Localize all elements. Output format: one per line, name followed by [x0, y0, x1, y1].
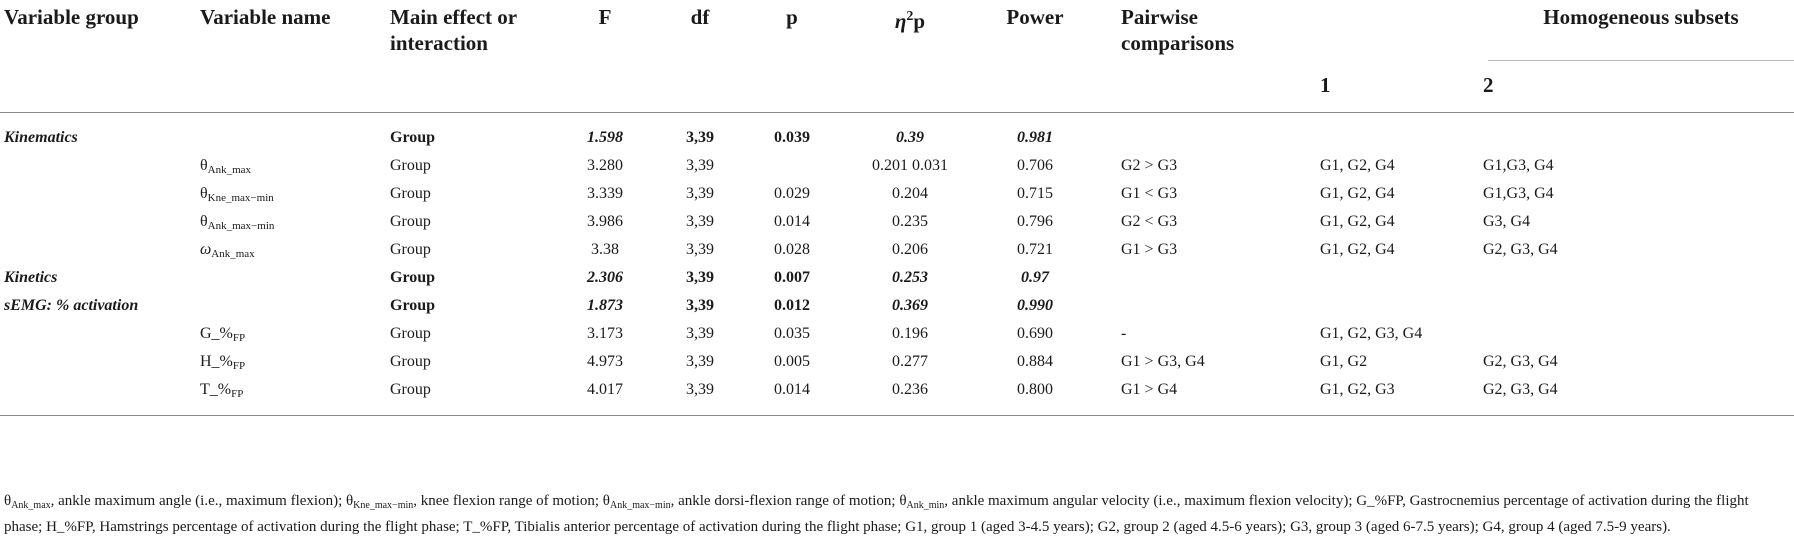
cell-p: 0.014 — [774, 213, 810, 230]
variable-group: sEMG: % activation — [4, 297, 139, 314]
variable-symbol: H_% — [200, 353, 233, 370]
footnote-subscript: Ank_max — [11, 500, 51, 511]
cell-df: 3,39 — [686, 381, 714, 398]
cell-power: 0.721 — [1017, 241, 1053, 258]
footnote-text: , ankle maximum angle (i.e., maximum flexion); — [50, 493, 346, 509]
footnote-symbol: θ — [4, 493, 12, 509]
variable-name — [200, 324, 245, 348]
cell-pairwise: G1 > G3 — [1121, 241, 1178, 258]
cell-df: 3,39 — [686, 269, 714, 286]
subset-rule — [1488, 60, 1794, 61]
cell-s2: G1,G3, G4 — [1483, 157, 1554, 174]
main-effect: Group — [390, 213, 431, 230]
footnote-text: , knee flexion range of motion; — [413, 493, 603, 509]
cell-pairwise: G1 > G4 — [1121, 381, 1178, 398]
header-bottom-rule — [0, 112, 1794, 113]
cell-s1: G1, G2 — [1320, 353, 1368, 370]
cell-p: 0.012 — [774, 297, 810, 314]
cell-pairwise: G2 < G3 — [1121, 213, 1178, 230]
main-effect: Group — [390, 157, 431, 174]
main-effect: Group — [390, 381, 431, 398]
cell-eta: 0.253 — [892, 269, 928, 286]
main-effect: Group — [390, 241, 431, 258]
cell-power: 0.981 — [1017, 129, 1053, 146]
variable-subscript: Ank_max — [207, 164, 252, 176]
main-effect: Group — [390, 269, 436, 286]
eta-power: 2 — [906, 9, 914, 24]
cell-f: 3.339 — [587, 185, 623, 202]
header-subset-2: 2 — [1483, 73, 1494, 97]
cell-eta: 0.201 0.031 — [872, 157, 948, 174]
cell-power: 0.690 — [1017, 325, 1053, 342]
footnote-symbol: θ — [899, 493, 907, 509]
cell-f: 4.017 — [587, 381, 623, 398]
header-homogeneous-subsets: Homogeneous subsets — [1543, 5, 1739, 29]
variable-group: Kinematics — [4, 129, 78, 146]
cell-eta: 0.204 — [892, 185, 928, 202]
eta-suffix: p — [913, 9, 926, 33]
cell-s1: G1, G2, G3, G4 — [1320, 325, 1423, 342]
cell-df: 3,39 — [686, 297, 714, 314]
header-p: p — [786, 5, 798, 29]
header-df: df — [690, 5, 710, 29]
cell-s2: G2, G3, G4 — [1483, 381, 1558, 398]
cell-df: 3,39 — [686, 325, 714, 342]
cell-power: 0.97 — [1021, 269, 1049, 286]
footnote-subscript: Ank_min — [906, 500, 945, 511]
cell-f: 4.973 — [587, 353, 623, 370]
cell-f: 2.306 — [587, 269, 623, 286]
variable-name — [200, 212, 274, 236]
variable-name — [200, 352, 245, 376]
header-pairwise: Pairwise comparisons — [1121, 5, 1235, 55]
cell-s1: G1, G2, G4 — [1320, 185, 1395, 202]
cell-df: 3,39 — [686, 157, 714, 174]
cell-f: 3.986 — [587, 213, 623, 230]
variable-subscript: Ank_max−min — [207, 220, 275, 232]
cell-s1: G1, G2, G4 — [1320, 241, 1395, 258]
cell-df: 3,39 — [686, 213, 714, 230]
cell-p: 0.035 — [774, 325, 810, 342]
variable-subscript: Kne_max−min — [207, 192, 274, 204]
footnote-text: , ankle dorsi-flexion range of motion; — [670, 493, 900, 509]
cell-df: 3,39 — [686, 129, 714, 146]
main-effect: Group — [390, 185, 431, 202]
cell-f: 1.873 — [587, 297, 623, 314]
variable-name — [200, 156, 251, 180]
cell-eta: 0.277 — [892, 353, 928, 370]
cell-df: 3,39 — [686, 185, 714, 202]
cell-f: 1.598 — [587, 129, 623, 146]
cell-p: 0.005 — [774, 353, 810, 370]
header-f: F — [598, 5, 612, 29]
footnote-subscript: Kne_max−min — [353, 500, 414, 511]
table-bottom-rule — [0, 415, 1794, 416]
cell-p: 0.029 — [774, 185, 810, 202]
footnote-symbol: θ — [602, 493, 610, 509]
footnote-symbol: θ — [345, 493, 354, 509]
cell-p: 0.039 — [774, 129, 810, 146]
cell-eta: 0.235 — [892, 213, 928, 230]
variable-symbol: θ — [200, 185, 208, 202]
header-variable-name: Variable name — [200, 5, 331, 29]
variable-symbol: θ — [200, 213, 208, 230]
header-power: Power — [1006, 5, 1064, 29]
cell-eta: 0.236 — [892, 381, 928, 398]
main-effect: Group — [390, 353, 431, 370]
variable-name — [200, 240, 255, 264]
cell-eta: 0.196 — [892, 325, 928, 342]
cell-s1: G1, G2, G4 — [1320, 213, 1395, 230]
variable-symbol: ω — [200, 241, 212, 258]
cell-power: 0.884 — [1017, 353, 1053, 370]
variable-subscript: FP — [232, 360, 246, 372]
cell-p: 0.028 — [774, 241, 810, 258]
footnote-subscript: Ank_max−min — [609, 500, 671, 511]
cell-p: 0.014 — [774, 381, 810, 398]
header-variable-group: Variable group — [4, 5, 139, 29]
cell-df: 3,39 — [686, 353, 714, 370]
cell-f: 3.173 — [587, 325, 623, 342]
cell-power: 0.715 — [1017, 185, 1053, 202]
cell-power: 0.796 — [1017, 213, 1053, 230]
main-effect: Group — [390, 129, 436, 146]
variable-subscript: Ank_max — [211, 248, 255, 260]
variable-subscript: FP — [232, 332, 246, 344]
cell-eta: 0.206 — [892, 241, 928, 258]
cell-s1: G1, G2, G3 — [1320, 381, 1395, 398]
cell-pairwise: G1 < G3 — [1121, 185, 1178, 202]
variable-group: Kinetics — [4, 269, 58, 286]
variable-symbol: G_% — [200, 325, 233, 342]
cell-eta: 0.369 — [892, 297, 928, 314]
eta-symbol: η — [894, 9, 907, 33]
cell-s2: G2, G3, G4 — [1483, 353, 1558, 370]
header-main-effect: Main effect or interaction — [390, 5, 517, 55]
cell-eta: 0.39 — [896, 129, 924, 146]
cell-s1: G1, G2, G4 — [1320, 157, 1395, 174]
table-footnote — [4, 491, 1790, 538]
cell-df: 3,39 — [686, 241, 714, 258]
cell-s2: G3, G4 — [1483, 213, 1531, 230]
footnote-text: , ankle maximum angular velocity (i.e., maximum flexion velocity); G_%FP, Gastrocnemius percentage of activation during the flight phase; H_%FP, Hamstrings percentage of activation during the flight phase; T_%FP, Tibialis anterior percentage of activation during the flight phase; G1, group 1 (aged 3-4.5 years); G2, group 2 (aged 4.5-6 years); G3, group 3 (aged 6-7.5 years); G4, group 4 (aged 7.5-9 years). — [4, 493, 1749, 535]
main-effect: Group — [390, 297, 436, 314]
cell-s2: G2, G3, G4 — [1483, 241, 1558, 258]
cell-power: 0.990 — [1017, 297, 1053, 314]
main-effect: Group — [390, 325, 431, 342]
variable-subscript: FP — [231, 388, 244, 400]
cell-p: 0.007 — [774, 269, 810, 286]
cell-s2: G1,G3, G4 — [1483, 185, 1554, 202]
variable-name — [200, 380, 243, 404]
cell-power: 0.706 — [1017, 157, 1053, 174]
cell-power: 0.800 — [1017, 381, 1053, 398]
cell-f: 3.280 — [587, 157, 623, 174]
variable-name — [200, 184, 274, 208]
header-subset-1: 1 — [1320, 73, 1331, 97]
cell-pairwise: G1 > G3, G4 — [1121, 353, 1205, 370]
header-eta-squared-p — [895, 4, 925, 34]
cell-f: 3.38 — [591, 241, 619, 258]
cell-pairwise: - — [1121, 325, 1127, 342]
cell-pairwise: G2 > G3 — [1121, 157, 1178, 174]
variable-symbol: T_% — [200, 381, 232, 398]
variable-symbol: θ — [200, 157, 208, 174]
